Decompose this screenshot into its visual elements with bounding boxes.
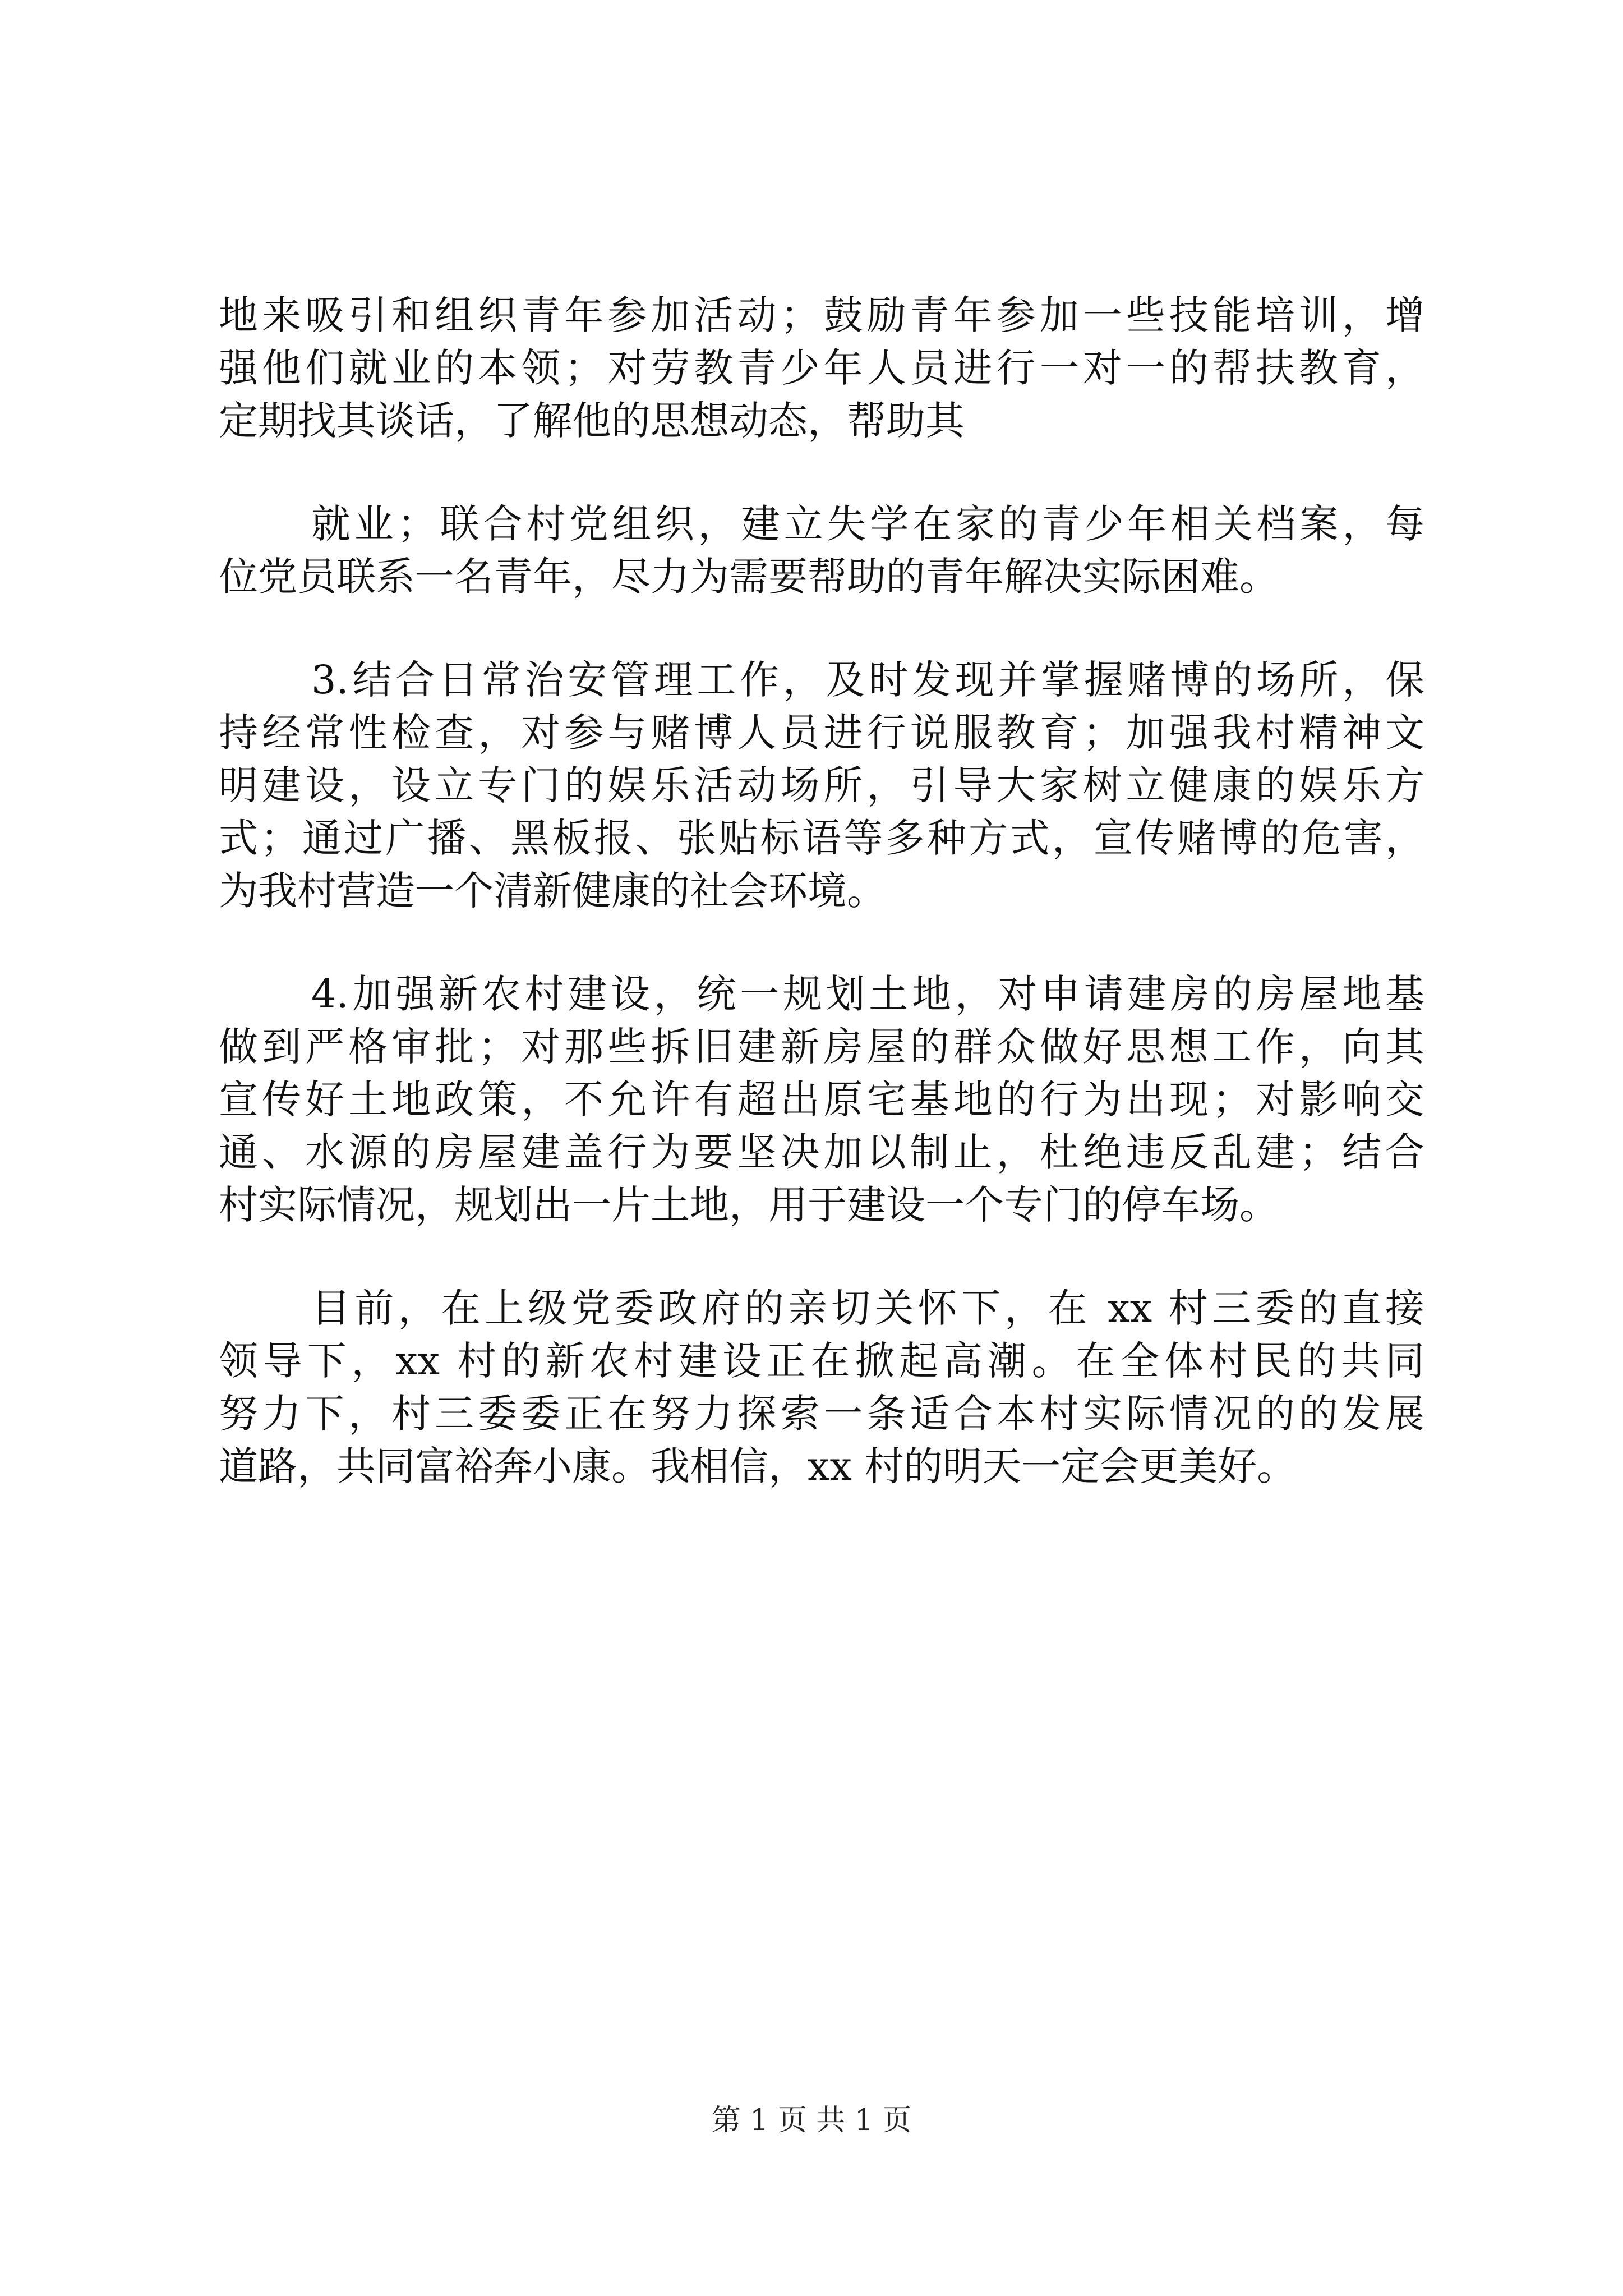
paragraph-3-line-5: 为我村营造一个清新健康的社会环境。 (219, 868, 886, 914)
paragraph-1-line-1: 地来吸引和组织青年参加活动；鼓励青年参加一些技能培训，增 (219, 292, 1424, 338)
paragraph-2-line-2: 位党员联系一名青年，尽力为需要帮助的青年解决实际困难。 (219, 554, 1279, 600)
paragraph-4-line-5: 村实际情况，规划出一片土地，用于建设一个专门的停车场。 (219, 1182, 1279, 1228)
page-footer: 第 1 页 共 1 页 (711, 2104, 912, 2137)
paragraph-4-line-3: 宣传好土地政策，不允许有超出原宅基地的行为出现；对影响交 (219, 1076, 1424, 1122)
paragraph-3-line-3: 明建设，设立专门的娱乐活动场所，引导大家树立健康的娱乐方 (219, 762, 1424, 808)
paragraph-4-line-4: 通、水源的房屋建盖行为要坚决加以制止，杜绝违反乱建；结合 (219, 1129, 1424, 1175)
paragraph-4-line-2: 做到严格审批；对那些拆旧建新房屋的群众做好思想工作，向其 (219, 1024, 1424, 1070)
paragraph-1-line-3: 定期找其谈话，了解他的思想动态，帮助其 (219, 398, 965, 444)
paragraph-3-line-2: 持经常性检查，对参与赌博人员进行说服教育；加强我村精神文 (219, 710, 1424, 756)
paragraph-5-line-2: 领导下，xx 村的新农村建设正在掀起高潮。在全体村民的共同 (219, 1338, 1424, 1384)
paragraph-5-line-4: 道路，共同富裕奔小康。我相信，xx 村的明天一定会更美好。 (219, 1443, 1297, 1489)
paragraph-4-line-1: 4.加强新农村建设，统一规划土地，对申请建房的房屋地基 (311, 971, 1424, 1017)
paragraph-5-line-3: 努力下，村三委委正在努力探索一条适合本村实际情况的的发展 (219, 1391, 1424, 1437)
paragraph-2-line-1: 就业；联合村党组织，建立失学在家的青少年相关档案，每 (311, 501, 1424, 547)
paragraph-3-line-1: 3.结合日常治安管理工作，及时发现并掌握赌博的场所，保 (311, 657, 1424, 703)
paragraph-5-line-1: 目前，在上级党委政府的亲切关怀下，在 xx 村三委的直接 (311, 1285, 1424, 1331)
paragraph-3-line-4: 式；通过广播、黑板报、张贴标语等多种方式，宣传赌博的危害， (219, 815, 1424, 861)
document-body (219, 289, 1424, 1493)
paragraph-1-line-2: 强他们就业的本领；对劳教青少年人员进行一对一的帮扶教育， (219, 345, 1424, 391)
